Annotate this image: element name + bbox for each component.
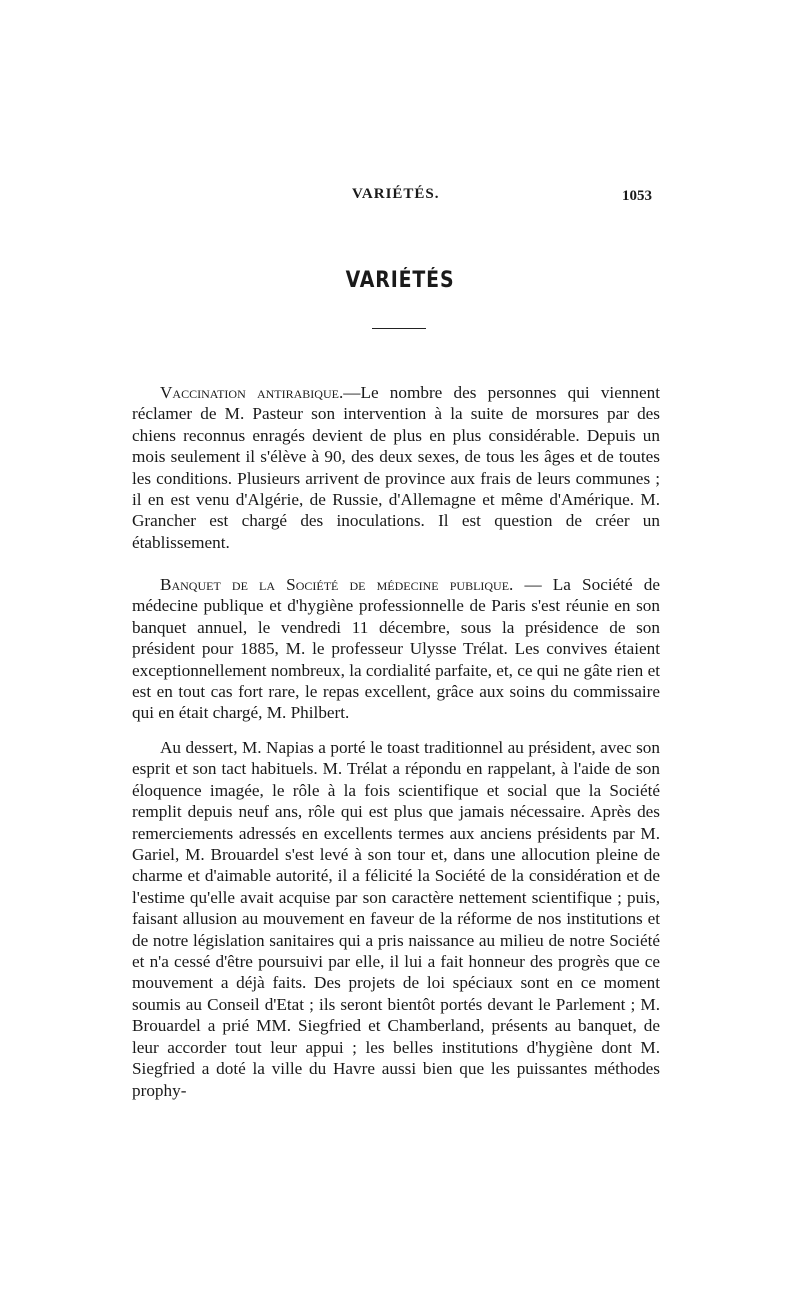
paragraph-dessert bbox=[132, 737, 660, 1101]
paragraph-lead: Banquet de la Société de médecine publique. bbox=[160, 575, 514, 594]
paragraph-banquet bbox=[132, 574, 660, 724]
running-head bbox=[0, 186, 800, 210]
paragraph-text: Au dessert, M. Napias a porté le toast traditionnel au président, avec son esprit et son tact habituels. M. Trélat a répondu en rappelant, à l'aide de son éloquence imagée, le rôle à la fois scientifique et social que la Société remplit depuis neuf ans, rôle qui est plus que jamais nécessaire. Après des remerciements adressés en excellents termes aux anciens présidents par M. Gariel, M. Brouardel s'est levé à son tour et, dans une allocution pleine de charme et d'aimable autorité, il a félicité la Société de la considération et de l'estime qu'elle avait acquise par son caractère nettement scientifique ; puis, faisant allusion au mouvement en faveur de la réforme de nos institutions et de notre législation sanitaires qui a pris naissance au milieu de notre Société et n'a cessé d'être poursuivi par elle, il lui a fait honneur des progrès que ce mouvement a déjà faits. Des projets de loi spéciaux sont en ce moment soumis au Conseil d'Etat ; ils seront bientôt portés devant le Parlement ; M. Brouardel a prié MM. Siegfried et Chamberland, présents au banquet, de leur accorder tout leur appui ; les belles institutions d'hygiène dont M. Siegfried a doté la ville du Havre aussi bien que les puissantes méthodes prophy- bbox=[132, 738, 660, 1100]
running-title: VARIÉTÉS. bbox=[352, 186, 440, 202]
page-number: 1053 bbox=[622, 188, 652, 204]
section-title: VARIÉTÉS bbox=[345, 268, 455, 293]
paragraph-lead: Vaccination antirabique. bbox=[160, 383, 344, 402]
paragraph-vaccination bbox=[132, 382, 660, 553]
paragraph-text: — La Société de médecine publique et d'hygiène professionnelle de Paris s'est réunie en son banquet annuel, le vendredi 11 décembre, sous la présidence de son président pour 1885, M. le professeur Ulysse Trélat. Les convives étaient exceptionnellement nombreux, la cordialité parfaite, et, ce qui ne gâte rien et est en tout cas fort rare, le repas excellent, grâce aux soins du commissaire qui en était chargé, M. Philbert. bbox=[132, 575, 660, 723]
title-divider bbox=[372, 328, 426, 329]
paragraph-text: —Le nombre des personnes qui viennent réclamer de M. Pasteur son intervention à la suite de morsures par des chiens reconnus enragés devient de plus en plus considérable. Depuis un mois seulement il s'élève à 90, des deux sexes, de tous les âges et de toutes les conditions. Plusieurs arrivent de province aux frais de leurs communes ; il en est venu d'Algérie, de Russie, d'Allemagne et même d'Amérique. M. Grancher est chargé des inoculations. Il est question de créer un établissement. bbox=[132, 383, 661, 552]
